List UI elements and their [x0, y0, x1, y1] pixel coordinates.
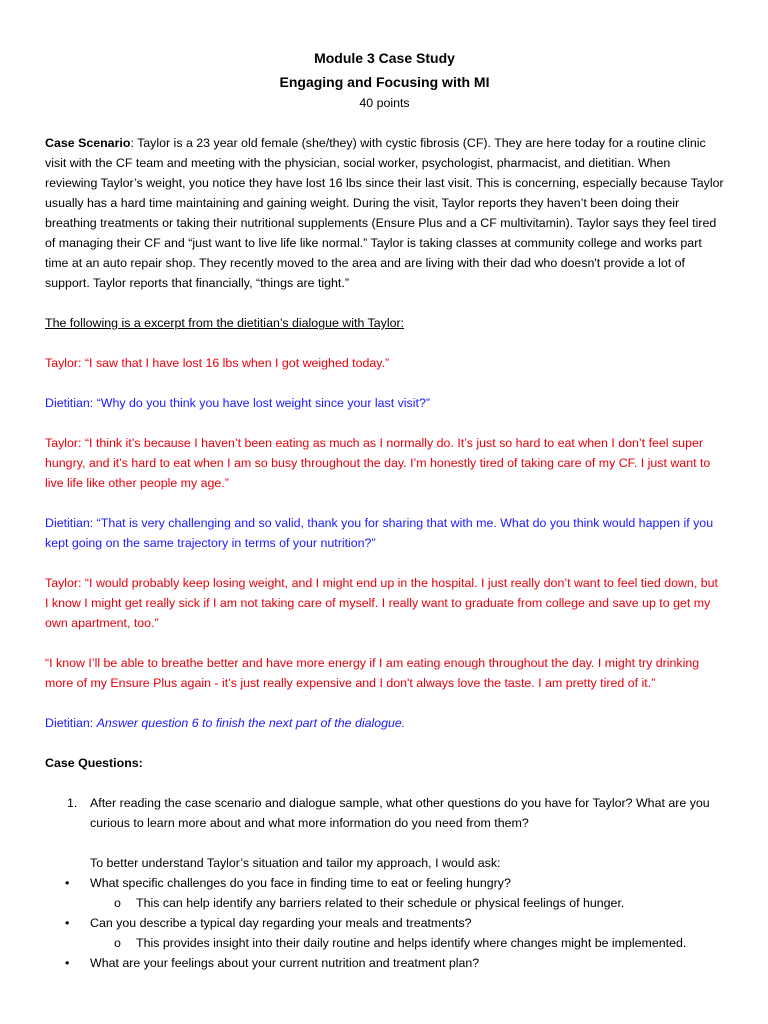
question-number: 1. — [67, 796, 78, 810]
answer-bullet-text: What are your feelings about your current nutrition and treatment plan? — [90, 956, 480, 970]
bullet-icon: • — [65, 876, 70, 890]
answer-bullet-list — [45, 873, 724, 973]
answer-sub-list — [90, 893, 724, 913]
points-value: 40 points — [359, 96, 410, 110]
sub-bullet-icon: o — [114, 936, 121, 950]
case-scenario-text: : Taylor is a 23 year old female (she/they) with cystic fibrosis (CF). They are here today for a routine clinic visit with the CF team and meeting with the physician, social worker, psychologist, pharmacist, and dietitian. When reviewing Taylor’s weight, you notice they have lost 16 lbs since their last visit. This is concerning, especially because Taylor usually has a hard time maintaining and gaining weight. During the visit, Taylor reports they haven’t been doing their breathing treatments or taking their nutritional supplements (Ensure Plus and a CF multivitamin). Taylor says they feel tired of managing their CF and “just want to live life like normal.” Taylor is taking classes at community college and works part time at an auto repair shop. They recently moved to the area and are living with their dad who doesn't provide a lot of support. Taylor reports that financially, “things are tight.” — [45, 136, 724, 290]
bullet-icon: • — [65, 916, 70, 930]
taylor-line-2: Taylor: “I think it’s because I haven’t been eating as much as I normally do. It’s just so hard to eat when I don’t feel super hungry, and it’s hard to eat when I am so busy throughout the day. I’m honestly tired of taking care of my CF. I just want to live life like other people my age.” — [45, 436, 711, 490]
dietitian-line-1: Dietitian: “Why do you think you have lost weight since your last visit?” — [45, 396, 430, 410]
case-scenario-label: Case Scenario — [45, 136, 131, 150]
answer-sub-item — [90, 893, 724, 913]
answer-bullet-item — [45, 953, 724, 973]
answer-sub-list — [90, 933, 724, 953]
answer-intro: To better understand Taylor’s situation and tailor my approach, I would ask: — [90, 856, 501, 870]
answer-bullet-item — [45, 873, 724, 913]
bullet-icon: • — [65, 956, 70, 970]
answer-sub-item — [90, 933, 724, 953]
answer-bullet-item — [45, 913, 724, 953]
question-text: After reading the case scenario and dialogue sample, what other questions do you have for Taylor? What are you curious to learn more about and what more information do you need from them? — [90, 796, 710, 830]
answer-bullet-text: Can you describe a typical day regarding your meals and treatments? — [90, 916, 472, 930]
answer-sub-text: This provides insight into their daily routine and helps identify where changes might be implemented. — [136, 936, 687, 950]
answer-sub-text: This can help identify any barriers related to their schedule or physical feelings of hunger. — [136, 896, 625, 910]
case-scenario-paragraph — [45, 133, 724, 293]
document-header — [45, 46, 724, 112]
document-subtitle: Engaging and Focusing with MI — [279, 74, 490, 90]
dietitian-instruction: Answer question 6 to finish the next part of the dialogue. — [96, 716, 406, 730]
case-questions-heading: Case Questions: — [45, 756, 143, 770]
case-questions-list — [45, 793, 724, 833]
answer-bullet-text: What specific challenges do you face in finding time to eat or feeling hungry? — [90, 876, 511, 890]
document-title: Module 3 Case Study — [314, 50, 455, 66]
question-item — [45, 793, 724, 833]
taylor-line-1: Taylor: “I saw that I have lost 16 lbs when I got weighed today.” — [45, 356, 390, 370]
taylor-line-4: “I know I’ll be able to breathe better and have more energy if I am eating enough throughout the day. I might try drinking more of my Ensure Plus again - it’s just really expensive and I don't always love the taste. I am pretty tired of it.” — [45, 656, 700, 690]
dietitian-line-3 — [45, 713, 724, 733]
dietitian-line-2: Dietitian: “That is very challenging and so valid, thank you for sharing that with me. What do you think would happen if you kept going on the same trajectory in terms of your nutrition?” — [45, 516, 714, 550]
dietitian-label: Dietitian: — [45, 716, 97, 730]
taylor-line-3: Taylor: “I would probably keep losing weight, and I might end up in the hospital. I just really don’t want to feel tied down, but I know I might get really sick if I am not taking care of myself. I really want to graduate from college and save up to get my own apartment, too.” — [45, 576, 718, 630]
sub-bullet-icon: o — [114, 896, 121, 910]
dialogue-intro: The following is a excerpt from the dietitian’s dialogue with Taylor: — [45, 316, 405, 330]
